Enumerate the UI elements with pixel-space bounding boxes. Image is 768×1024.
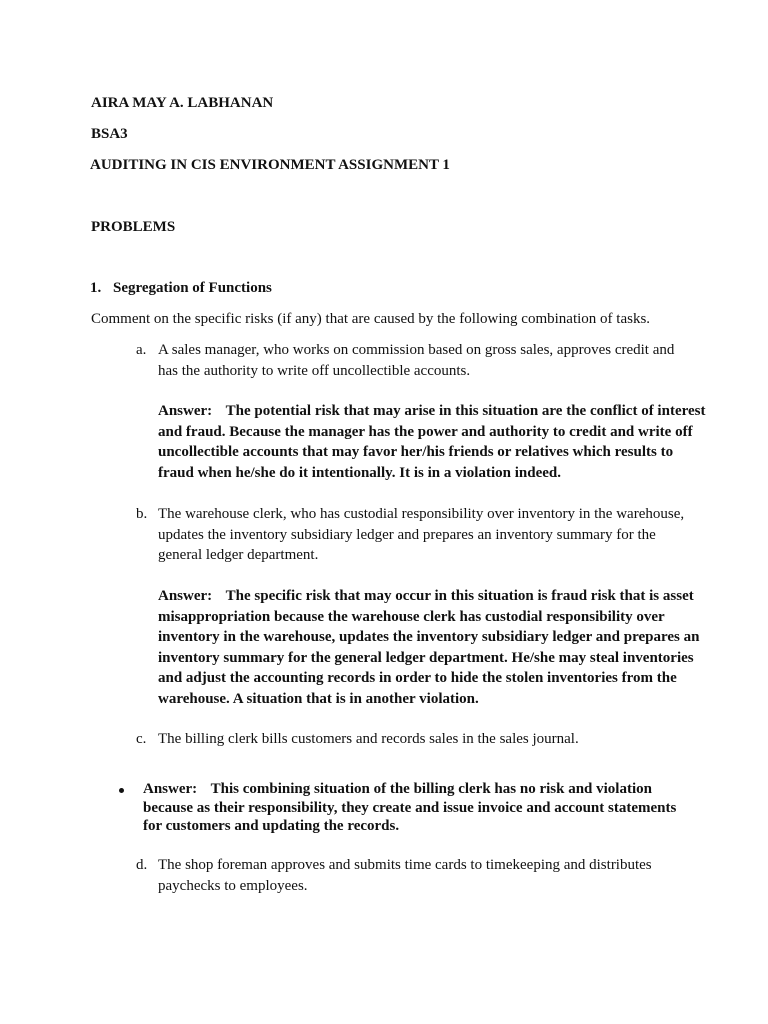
item-d-marker: d. (136, 857, 148, 873)
answer-text: The specific risk that may occur in this situation is fraud risk that is asset misappropriation because the warehouse clerk has custodial responsibility over inventory in the warehouse, updates the inventory subsidiary ledger and prepares an inventory summary for the general ledger department. He/she may steal inventories and adjust the accounting records in order to hide the stolen inventories from the warehouse. A situation that is in another violation. (158, 588, 700, 707)
item-b-answer (158, 586, 708, 709)
answer-label: Answer: (143, 781, 198, 797)
answer-label: Answer: (158, 588, 213, 604)
item-b-text: The warehouse clerk, who has custodial responsibility over inventory in the warehouse, updates the inventory subsidiary ledger and prepares an inventory summary for the general ledger department. (158, 506, 685, 563)
item-c-text: The billing clerk bills customers and records sales in the sales journal. (158, 731, 579, 747)
item-a-answer (158, 401, 706, 483)
problems-heading: PROBLEMS (91, 219, 176, 235)
item-c-marker: c. (136, 731, 147, 747)
item-c-answer (143, 780, 698, 836)
item-a-marker: a. (136, 342, 147, 358)
assignment-title: AUDITING IN CIS ENVIRONMENT ASSIGNMENT 1 (90, 157, 450, 173)
item-b-marker: b. (136, 506, 148, 522)
bullet-icon (119, 788, 124, 793)
answer-text: The potential risk that may arise in this situation are the conflict of interest and fraud. Because the manager has the power and authority to credit and write off uncollectible accounts that may favor her/his friends or relatives which results to fraud when he/she do it intentionally. It is in a violation indeed. (158, 403, 706, 481)
answer-text: This combining situation of the billing clerk has no risk and violation because as their responsibility, they create and issue invoice and account statements for customers and updating the records. (143, 781, 677, 834)
section-label: BSA3 (91, 126, 128, 142)
problem-instruction: Comment on the specific risks (if any) that are caused by the following combination of tasks. (91, 311, 651, 327)
answer-label: Answer: (158, 403, 213, 419)
problem-number: 1. (90, 280, 102, 296)
problem-title: Segregation of Functions (113, 280, 272, 296)
student-name: AIRA MAY A. LABHANAN (91, 95, 274, 111)
item-d-text: The shop foreman approves and submits time cards to timekeeping and distributes paychecks to employees. (158, 857, 652, 894)
item-a-text: A sales manager, who works on commission based on gross sales, approves credit and has the authority to write off uncollectible accounts. (158, 342, 675, 379)
